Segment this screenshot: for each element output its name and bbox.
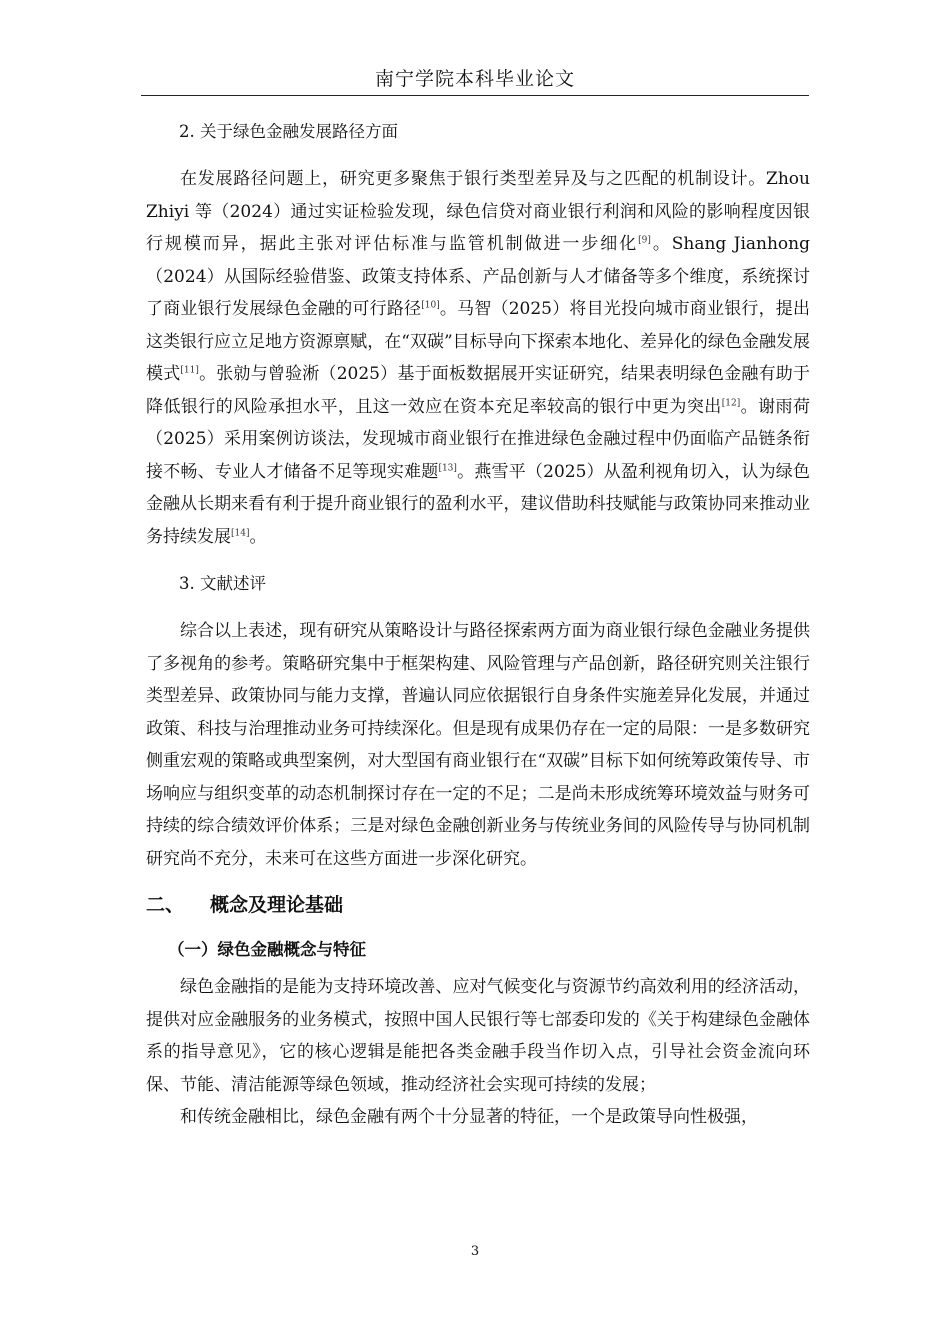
citation: [10] [421, 300, 440, 311]
chapter-title: 概念及理论基础 [210, 894, 344, 916]
section-heading: （一）绿色金融概念与特征 [168, 940, 366, 959]
citation: [13] [438, 462, 457, 473]
citation: [11] [180, 365, 199, 376]
chapter-heading [146, 885, 810, 925]
citation: [14] [231, 527, 250, 538]
paragraph-text: 。马智（2025）将目光投向城市商业银行，提出这类银行应立足地方资源禀赋，在“双碳”目标导向下探索本地化、差异化的绿色金融发展模式 [146, 299, 811, 384]
paragraph-text: 。Shang Jianhong（2024）从国际经验借鉴、政策支持体系、产品创新与人才储备等多个维度，系统探讨了商业银行发展绿色金融的可行路径 [146, 234, 810, 319]
subsection-heading-path: 2. 关于绿色金融发展路径方面 [179, 122, 398, 141]
subsection-heading-review: 3. 文献述评 [179, 574, 266, 593]
paragraph-features: 和传统金融相比，绿色金融有两个十分显著的特征，一个是政策导向性极强， [180, 1107, 758, 1127]
paragraph-review: 综合以上表述，现有研究从策略设计与路径探索两方面为商业银行绿色金融业务提供了多视角的参考。策略研究集中于框架构建、风险管理与产品创新，路径研究则关注银行类型差异、政策协同与能力支撑，普遍认同应依据银行自身条件实施差异化发展，并通过政策、科技与治理推动业务可持续深化。但是现有成果仍存在一定的局限：一是多数研究侧重宏观的策略或典型案例，对大型国有商业银行在“双碳”目标下如何统筹政策传导、市场响应与组织变革的动态机制探讨存在一定的不足；二是尚未形成统筹环境效益与财务可持续的综合绩效评价体系；三是对绿色金融创新业务与传统业务间的风险传导与协同机制研究尚不充分，未来可在这些方面进一步深化研究。 [146, 621, 810, 869]
page-body [146, 115, 810, 1134]
paragraph-text: 。 [249, 526, 267, 547]
paragraph-text: 。燕雪平（2025）从盈利视角切入，认为绿色金融从长期来看有利于提升商业银行的盈利水平，建议借助科技赋能与政策协同来推动业务持续发展 [146, 461, 811, 547]
citation: [9] [638, 235, 651, 246]
paragraph-path [146, 163, 810, 553]
chapter-number: 二、 [146, 894, 185, 916]
paragraph-concept: 绿色金融指的是能为支持环境改善、应对气候变化与资源节约高效利用的经济活动，提供对应金融服务的业务模式，按照中国人民银行等七部委印发的《关于构建绿色金融体系的指导意见》，它的核心逻辑是能把各类金融手段当作切入点，引导社会资金流向环保、节能、清洁能源等绿色领域，推动经济社会实现可持续的发展； [146, 977, 810, 1095]
paragraph-text: 在发展路径问题上，研究更多聚焦于银行类型差异及与之匹配的机制设计。Zhou Zhiyi 等（2024）通过实证检验发现，绿色信贷对商业银行利润和风险的影响程度因银行规模而异，据此主张对评估标准与监管机制做进一步细化 [146, 169, 810, 254]
page-number: 3 [470, 1244, 480, 1259]
paragraph-text: 。张勍与曾验淅（2025）基于面板数据展开实证研究，结果表明绿色金融有助于降低银行的风险承担水平，且这一效应在资本充足率较高的银行中更为突出 [146, 364, 810, 417]
header-rule [141, 95, 809, 96]
citation: [12] [721, 397, 741, 408]
paragraph-text: 。谢雨荷（2025）采用案例访谈法，发现城市商业银行在推进绿色金融过程中仍面临产品链条衔接不畅、专业人才储备不足等现实难题 [146, 396, 811, 482]
page-header: 南宁学院本科毕业论文 [374, 68, 575, 90]
